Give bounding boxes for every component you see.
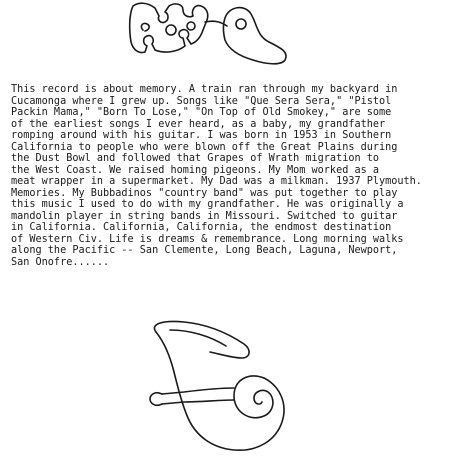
puzzle-knob [141,23,149,31]
blob-shape [224,8,287,64]
puzzle-hole-1 [166,25,176,35]
horn-inner-rim [170,330,226,346]
bottom-illustration [140,318,300,466]
text-line: California to people who were blown off the Great Plains during [11,141,398,153]
text-line: along the Pacific -- San Clemente, Long Beach, Laguna, Newport, [11,245,398,256]
text-line: This record is about memory. A train ran through my backyard in [11,84,398,95]
horn-tube-bottom [162,400,234,404]
text-line: meat wrapper in a supermarket. My Dad was a milkman. 1937 Plymouth. [11,176,422,187]
horn-rim [154,321,249,358]
blob-hole [236,19,246,29]
horn-spiral [234,376,273,418]
top-illustration [125,0,325,66]
text-line: mandolin player in string bands in Missouri. Switched to guitar [11,210,398,222]
text-line: San Onofre...... [11,256,110,268]
text-line: romping around with his guitar. I was born in 1953 in Southern [11,130,392,141]
text-line: Packin Mama," "Born To Lose," "On Top of Old Smokey," are some [11,107,392,118]
text-line: Cucamonga where I grew up. Songs like "Que Sera Sera," "Pistol [11,95,392,107]
text-line: the Dust Bowl and followed that Grapes of Wrath migration to [11,153,380,164]
text-line: this music I used to do with my grandfather. He was originally a [11,199,404,210]
text-line: the West Coast. We raised homing pigeons. My Mom worked as a [11,164,380,176]
puzzle-hole-2 [187,22,195,30]
horn-mouthpiece [150,393,162,406]
text-line: of the earliest songs I ever heard, as a baby, my grandfather [11,118,386,130]
text-line: in California. California, California, the endmost destination [11,222,392,233]
text-line: of Western Civ. Life is dreams & remembrance. Long morning walks [11,233,404,245]
body-text [11,84,457,268]
horn-tube-top [162,388,234,394]
text-line: Memories. My Bubbadinos "country band" was put together to play [11,187,398,199]
